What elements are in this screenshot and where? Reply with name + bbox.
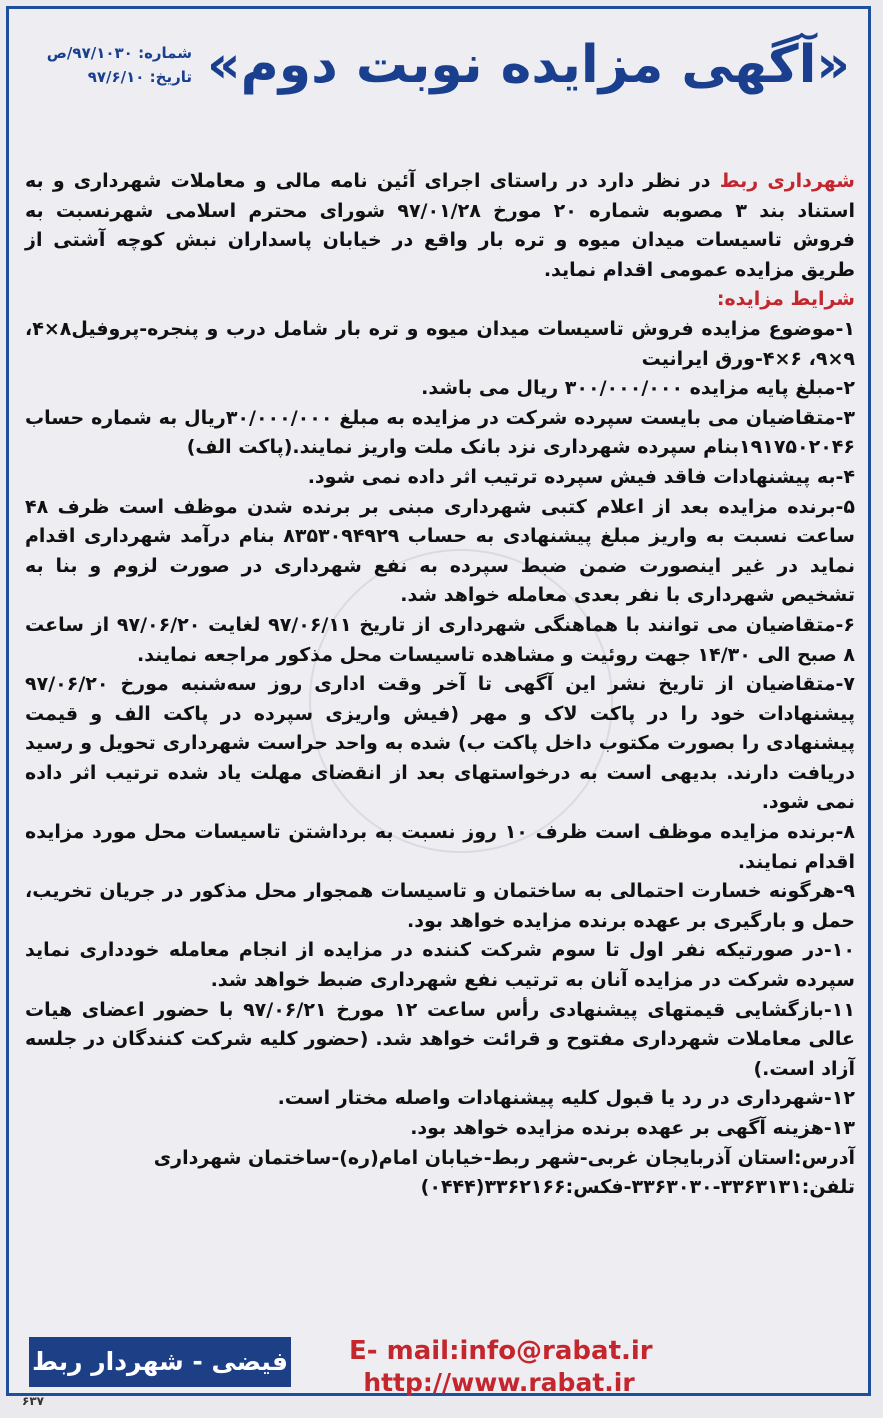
condition-item: ۱۳-هزینه آگهی بر عهده برنده مزایده خواهد بود.	[410, 1117, 855, 1139]
intro-paragraph	[25, 167, 855, 285]
condition-item: ۴-به پیشنهادات فاقد فیش سپرده ترتیب اثر داده نمی شود.	[307, 465, 855, 488]
conditions-heading: شرایط مزایده:	[716, 288, 855, 311]
condition-item: ۲-مبلغ پایه مزایده ۳۰۰/۰۰۰/۰۰۰ ریال می باشد.	[421, 377, 855, 400]
page-code: ۶۳۷	[22, 1394, 44, 1408]
ad-title: «آگهی مزایده نوبت دوم»	[207, 35, 850, 95]
condition-item: ۳-متقاضیان می بایست سپرده شرکت در مزایده به مبلغ ۳۰/۰۰۰/۰۰۰ریال به شماره حساب ۱۹۱۷۵۰۲۰۴۶بنام سپرده شهرداری نزد بانک ملت واریز نمایند.(پاکت الف)	[25, 406, 855, 459]
reference-block	[17, 41, 192, 89]
contact-block	[349, 1335, 653, 1399]
address-line: آدرس:استان آذربایجان غربی-شهر ربط-خیابان امام(ره)-ساختمان شهرداری	[153, 1146, 855, 1169]
condition-item: ۶-متقاضیان می توانند با هماهنگی شهرداری از تاریخ ۹۷/۰۶/۱۱ لغایت ۹۷/۰۶/۲۰ از ساعت ۸ صبح الی ۱۴/۳۰ جهت روئیت و مشاهده تاسیسات محل مذکور مراجعه نمایند.	[25, 613, 855, 666]
condition-item: ۱۲-شهرداری در رد یا قبول کلیه پیشنهادات واصله مختار است.	[277, 1087, 855, 1110]
condition-item: ۹-هرگونه خسارت احتمالی به ساختمان و تاسیسات همجوار محل مذکور در جریان تخریب، حمل و بارگیری بر عهده برنده مزایده خواهد بود.	[25, 880, 855, 932]
condition-item: ۱۱-بازگشایی قیمتهای پیشنهادی رأس ساعت ۱۲ مورخ ۹۷/۰۶/۲۱ با حضور اعضای هیات عالی معاملات شهرداری مفتوح و قرائت خواهد شد. (حضور کلیه شرکت کنندگان در جلسه آزاد است.)	[25, 998, 855, 1080]
issuer-name: شهرداری ربط	[719, 170, 855, 192]
intro-text: در نظر دارد در راستای اجرای آئین نامه مالی و معاملات شهرداری و به استناد بند ۳ مصوبه شماره ۲۰ مورخ ۹۷/۰۱/۲۸ شورای محترم اسلامی شهرنسبت به فروش تاسیسات میدان میوه و تره بار واقع در خیابان پاسداران نبش کوچه آشتی از طریق مزایده عمومی اقدام نماید.	[25, 170, 855, 281]
condition-item: ۱-موضوع مزایده فروش تاسیسات میدان میوه و تره بار شامل درب و پنجره-پروفیل۸×۴، ۹×۹، ۶×۴-ورق ایرانیت	[25, 317, 855, 370]
reference-number: شماره: ۹۷/۱۰۳۰/ص	[46, 44, 192, 62]
ad-header	[9, 9, 868, 159]
phone-line: تلفن:۳۳۶۳۱۳۱-۳۳۶۳۰۳۰-فکس:۳۳۶۲۱۶۶(۰۴۴۴)	[420, 1176, 855, 1199]
reference-date: تاریخ: ۹۷/۶/۱۰	[87, 68, 192, 86]
email-link[interactable]: E- mail:info@rabat.ir	[349, 1336, 653, 1366]
ad-frame	[6, 6, 871, 1396]
condition-item: ۱۰-در صورتیکه نفر اول تا سوم شرکت کننده در مزایده از انجام معامله خودداری نماید سپرده شرکت در مزایده آنان به ترتیب نفع شهرداری ضبط خواهد شد.	[25, 939, 855, 992]
signature-bar: فیضی - شهردار ربط	[29, 1337, 291, 1387]
condition-item: ۸-برنده مزایده موظف است ظرف ۱۰ روز نسبت به برداشتن تاسیسات محل مورد مزایده اقدام نمایند.	[25, 821, 855, 873]
ad-body	[25, 167, 855, 1203]
condition-item: ۵-برنده مزایده بعد از اعلام کتبی شهرداری مبنی بر برنده شدن موظف است ظرف ۴۸ ساعت نسبت به واریز مبلغ پیشنهادی به حساب ۸۳۵۳۰۹۴۹۲۹ بنام درآمد شهرداری اقدام نماید در غیر اینصورت ضمن ضبط سپرده به نفع شهرداری در صورت لزوم و بنا به تشخیص شهرداری با نفر بعدی معامله خواهد شد.	[25, 495, 855, 607]
condition-item: ۷-متقاضیان از تاریخ نشر این آگهی تا آخر وقت اداری روز سه‌شنبه مورخ ۹۷/۰۶/۲۰ پیشنهادات خود را در پاکت لاک و مهر (فیش واریزی سپرده در پاکت الف و قیمت پیشنهادی را بصورت مکتوب داخل پاکت ب) شده به واحد حراست شهرداری تحویل و رسید دریافت دارند. بدیهی است به درخواستهای بعد از انقضای مهلت یاد شده ترتیب اثر داده نمی شود.	[25, 673, 855, 814]
website-link[interactable]: http://www.rabat.ir	[363, 1368, 635, 1397]
